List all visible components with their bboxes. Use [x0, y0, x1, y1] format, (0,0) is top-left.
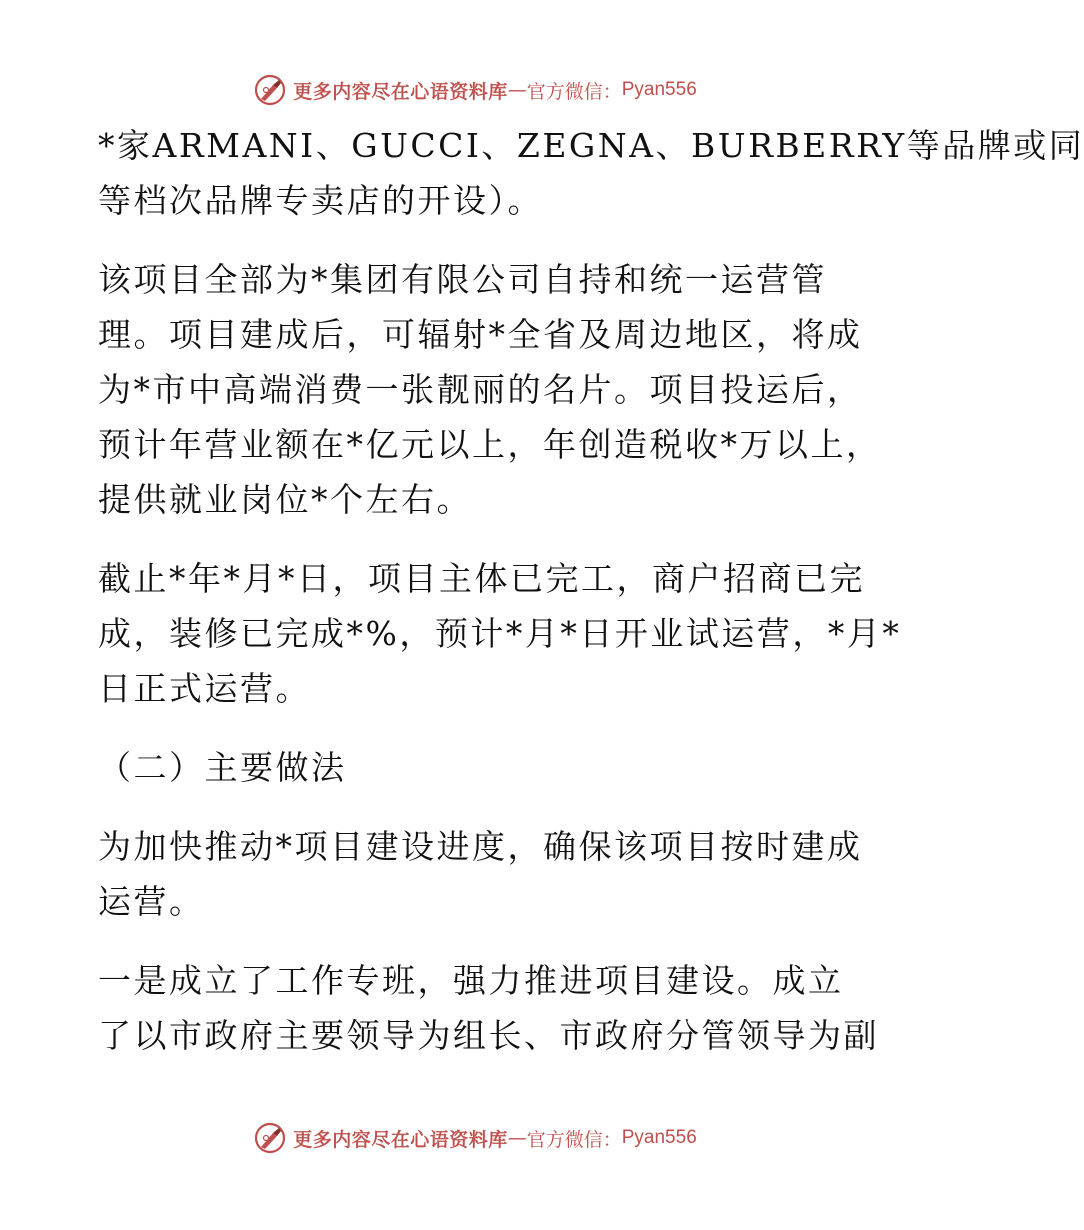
text-line: 理。项目建成后，可辐射*全省及周边地区，将成	[98, 315, 863, 354]
paragraph-3	[98, 551, 902, 716]
header-wechat-id: Pyan556	[621, 79, 697, 100]
header-wechat-label: 官方微信：	[526, 80, 622, 103]
text-line: 为加快推动*项目建设进度，确保该项目按时建成	[98, 827, 863, 866]
header-banner	[0, 70, 950, 110]
text-line: 日正式运营。	[98, 669, 311, 708]
text-line: 截止*年*月*日，项目主体已完工，商户招商已完	[98, 559, 865, 598]
text-line: 了以市政府主要领导为组长、市政府分管领导为副	[98, 1016, 879, 1055]
section-heading	[98, 740, 858, 795]
paragraph-5	[98, 953, 879, 1063]
header-dash: —	[507, 79, 527, 101]
text-line: 运营。	[98, 882, 205, 921]
paragraph-1	[98, 118, 1084, 228]
footer-banner	[0, 1118, 950, 1158]
text-line: 提供就业岗位*个左右。	[98, 480, 472, 519]
header-brand-text: 更多内容尽在心语资料库	[293, 80, 508, 103]
paragraph-4	[98, 819, 863, 929]
footer-wechat-id: Pyan556	[621, 1127, 697, 1148]
text-line: 该项目全部为*集团有限公司自持和统一运营管	[98, 260, 827, 299]
pen-logo-icon	[253, 73, 287, 107]
paragraph-2	[98, 252, 882, 527]
footer-dash: —	[507, 1127, 527, 1149]
text-line: 等档次品牌专卖店的开设）。	[98, 181, 543, 220]
text-line: 预计年营业额在*亿元以上，年创造税收*万以上，	[98, 425, 882, 464]
text-line: 为*市中高端消费一张靓丽的名片。项目投运后，	[98, 370, 863, 409]
text-line: 成，装修已完成*%，预计*月*日开业试运营，*月*	[98, 614, 902, 653]
document-body	[98, 118, 1084, 1087]
heading-line: （二）主要做法	[98, 748, 347, 787]
footer-wechat-label: 官方微信：	[526, 1128, 622, 1151]
text-line: 一是成立了工作专班，强力推进项目建设。成立	[98, 961, 844, 1000]
pen-logo-icon	[253, 1121, 287, 1155]
footer-brand-text: 更多内容尽在心语资料库	[293, 1128, 508, 1151]
text-line: *家ARMANI、GUCCI、ZEGNA、BURBERRY等品牌或同	[98, 126, 1084, 165]
